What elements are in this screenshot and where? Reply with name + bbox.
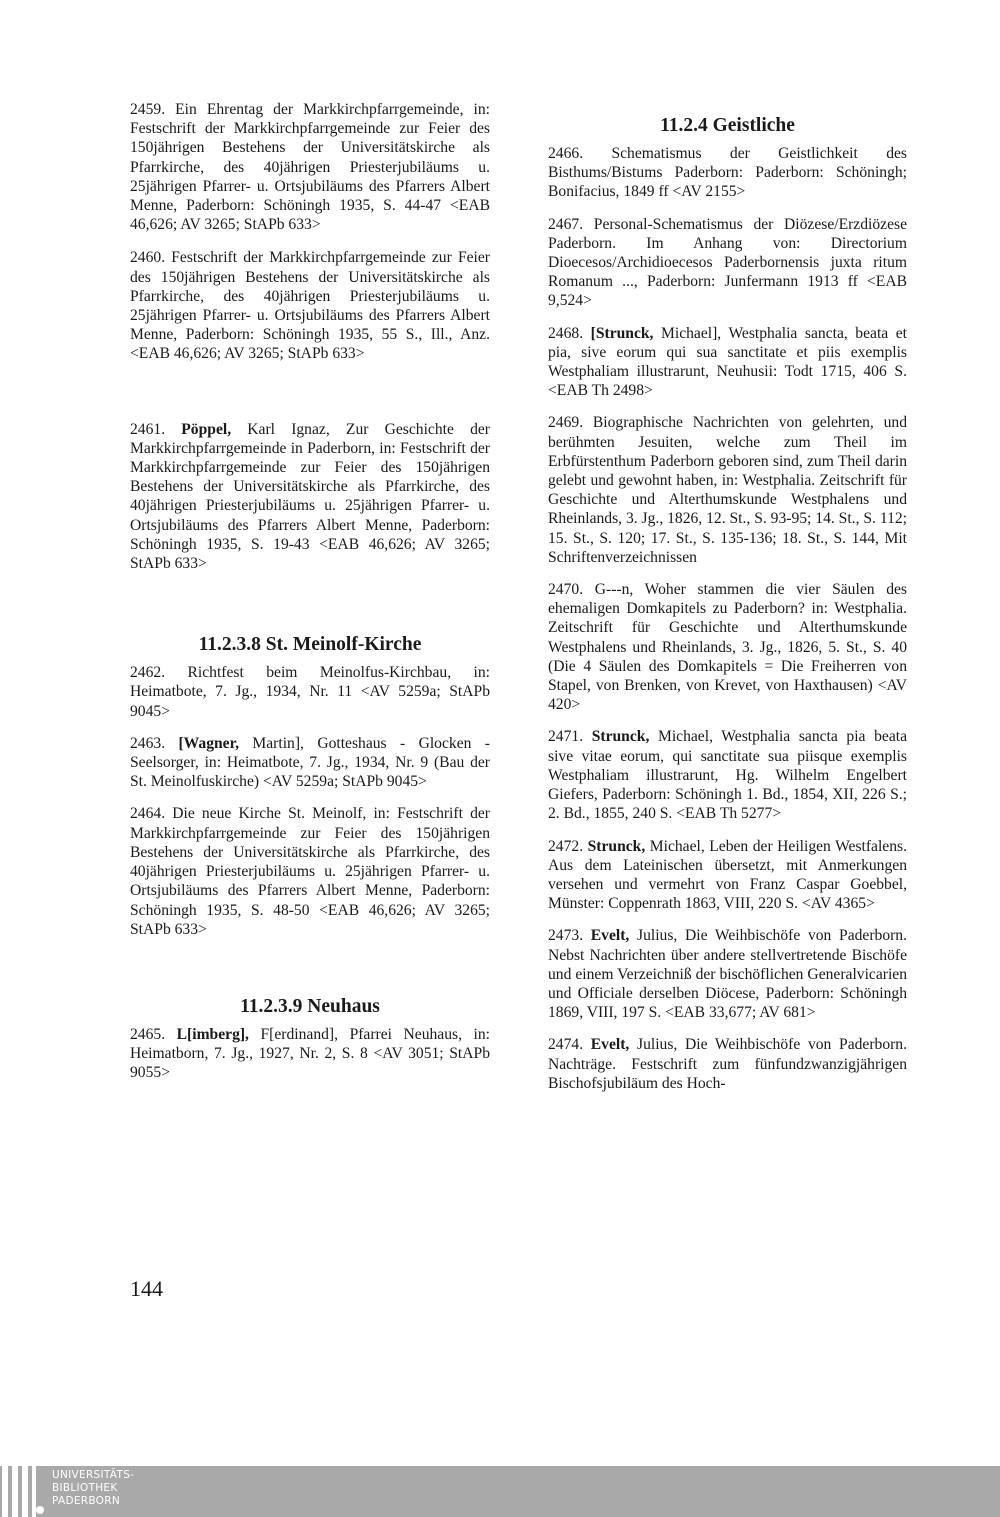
- entry-2471: [548, 727, 907, 823]
- entry-2470: 2470. G---n, Woher stammen die vier Säulen des ehemaligen Domkapitels zu Paderborn? in: Westphalia. Zeitschrift für Geschichte und Alterthumskunde Westphalens und Rheinlands, 3. Jg., 1826, 5. St., S. 40 (Die 4 Säulen des Domkapitels = Die Freiherren von Stapel, von Brenken, von Krevet, von Haxthausen) <AV 420>: [548, 581, 907, 714]
- entry-2463: [130, 734, 490, 792]
- entry-number: 2465.: [130, 1025, 177, 1043]
- entry-2473: [548, 926, 907, 1022]
- entry-2472: [548, 837, 907, 914]
- left-column: [130, 100, 490, 1083]
- section-heading-st-meinolf: 11.2.3.8 St. Meinolf-Kirche: [198, 634, 422, 656]
- entry-author: Strunck,: [587, 837, 646, 855]
- entry-number: 2461.: [130, 420, 182, 438]
- entry-text: Julius, Die Weihbischöfe von Paderborn. Nebst Nachrichten über andere stellvertretende Bischöfe und einem Verzeichniß der bischöflichen Generalvicarien und Officiale derselben Diöcese, Paderborn: Schöningh 1869, VIII, 197 S. <EAB 33,677; AV 681>: [548, 927, 908, 1022]
- entry-number: 2463.: [130, 734, 179, 752]
- entry-author: Strunck,: [591, 728, 650, 746]
- entry-number: 2468.: [548, 324, 591, 342]
- entry-text: Martin], Gotteshaus - Glocken - Seelsorger, in: Heimatbote, 7. Jg., 1934, Nr. 9 (Bau der St. Meinolfuskirche) <AV 5259a; StAPb 9045>: [130, 734, 490, 791]
- entry-2469: 2469. Biographische Nachrichten von gelehrten, und berühmten Jesuiten, welche zum Theil im Erbfürstenthum Paderborn geboren sind, zum Theil darin gelebt und gewohnt haben, in: Westphalia. Zeitschrift für Geschichte und Alterthumskunde Westphalens und Rheinlands, 3. Jg., 1826, 12. St., S. 93-95; 14. St., S. 112; 15. St., S. 120; 17. St., S. 135-136; 18. St., S. 144, Mit Schriftenverzeichnissen: [548, 414, 907, 566]
- entry-author: L[imberg],: [176, 1025, 249, 1043]
- entry-text: F[erdinand], Pfarrei Neuhaus, in: Heimatborn, 7. Jg., 1927, Nr. 2, S. 8 <AV 3051; StAPb 9055>: [130, 1025, 490, 1082]
- logo-dot-icon: [36, 1506, 44, 1514]
- entry-text: Karl Ignaz, Zur Geschichte der Markkirchpfarrgemeinde in Paderborn, in: Festschrift der Markkirchpfarrgemeinde zur Feier des 150jährigen Bestehens der Universitätskirche als Pfarrkirche, des 40jährigen Priesterjubiläums u. 25jährigen Pfarrer- u. Ortsjubiläums des Pfarrers Albert Menne, Paderborn: Schöningh 1935, S. 19-43 <EAB 46,626; AV 3265; StAPb 633>: [130, 420, 490, 573]
- entry-author: Pöppel,: [181, 420, 232, 438]
- library-name-line: BIBLIOTHEK: [52, 1482, 118, 1494]
- section-heading-neuhaus: 11.2.3.9 Neuhaus: [240, 995, 380, 1017]
- entry-author: [Strunck,: [590, 324, 654, 342]
- entry-number: 2471.: [548, 728, 592, 746]
- entry-author: [Wagner,: [178, 734, 239, 752]
- entry-2462: 2462. Richtfest beim Meinolfus-Kirchbau, in: Heimatbote, 7. Jg., 1934, Nr. 11 <AV 5259a; StAPb 9045>: [130, 664, 490, 720]
- entry-2468: [548, 324, 907, 401]
- section-heading-geistliche: 11.2.4 Geistliche: [660, 115, 795, 136]
- entry-number: 2472.: [548, 837, 588, 855]
- entry-text: Michael, Leben der Heiligen Westfalens. Aus dem Lateinischen übersetzt, mit Anmerkungen versehen und vermehrt von Franz Caspar Goebbel, Münster: Coppenrath 1863, VIII, 220 S. <AV 4365>: [548, 837, 907, 913]
- library-name-line: UNIVERSITÄTS-: [52, 1469, 135, 1481]
- entry-author: Evelt,: [590, 1036, 630, 1054]
- entry-text: Julius, Die Weihbischöfe von Paderborn. Nachträge. Festschrift zum fünfundzwanzigjährigen Bischofsjubiläum des Hoch-: [548, 1036, 908, 1092]
- entry-text: Michael], Westphalia sancta, beata et pia, sive eorum qui sua sanctitate et piis exemplis Westphaliam illustrarunt, Neuhusii: Todt 1715, 406 S. <EAB Th 2498>: [548, 324, 908, 400]
- library-name: [52, 1469, 134, 1508]
- entry-number: 2473.: [548, 927, 591, 945]
- entry-text: Michael, Westphalia sancta pia beata sive vitae eorum, qui sanctitate sua piisque exemplis Westphaliam illustrarunt, Hg. Wilhelm Engelbert Giefers, Paderborn: Schöningh 1. Bd., 1854, XII, 226 S.; 2. Bd., 1855, 240 S. <EAB Th 5277>: [548, 728, 907, 823]
- entry-2467: 2467. Personal-Schematismus der Diözese/Erzdiözese Paderborn. Im Anhang von: Directorium Dioecesos/Archidioecesos Paderbornensis juxta ritum Romanum ..., Paderborn: Junfermann 1913 ff <EAB 9,524>: [548, 215, 907, 310]
- entry-2465: [130, 1025, 490, 1083]
- entry-2464: 2464. Die neue Kirche St. Meinolf, in: Festschrift der Markkirchpfarrgemeinde zur Feier des 150jährigen Bestehens der Universitätskirche als Pfarrkirche, des 40jährigen Priesterjubiläums u. 25jährigen Pfarrer- u. Ortsjubiläums des Pfarrers Albert Menne, Paderborn: Schöningh 1935, S. 48-50 <EAB 46,626; AV 3265; StAPb 633>: [130, 805, 490, 938]
- entry-2460: 2460. Festschrift der Markkirchpfarrgemeinde zur Feier des 150jährigen Bestehens der Universitätskirche als Pfarrkirche, des 40jährigen Priesterjubiläums u. 25jährigen Pfarrer- u. Ortsjubiläums des Pfarrers Albert Menne, Paderborn: Schöningh 1935, 55 S., Ill., Anz. <EAB 46,626; AV 3265; StAPb 633>: [130, 249, 490, 363]
- library-footer-bar: [0, 1466, 1000, 1517]
- entry-2459: 2459. Ein Ehrentag der Markkirchpfarrgemeinde, in: Festschrift der Markkirchpfarrgemeinde zur Feier des 150jährigen Bestehens der Universitätskirche als Pfarrkirche, des 40jährigen Priesterjubiläums u. 25jährigen Pfarrer- u. Ortsjubiläums des Pfarrers Albert Menne, Paderborn: Schöningh 1935, S. 44-47 <EAB 46,626; AV 3265; StAPb 633>: [130, 101, 490, 234]
- right-column: [548, 100, 907, 1093]
- library-name-line: PADERBORN: [52, 1495, 120, 1507]
- entry-2474: [548, 1035, 907, 1093]
- entry-2461: [130, 420, 490, 574]
- page-number: 144: [130, 1276, 163, 1301]
- entry-2466: 2466. Schematismus der Geistlichkeit des Bisthums/Bistums Paderborn: Paderborn: Schöningh; Bonifacius, 1849 ff <AV 2155>: [548, 145, 907, 201]
- entry-author: Evelt,: [590, 927, 630, 945]
- entry-number: 2474.: [548, 1036, 591, 1054]
